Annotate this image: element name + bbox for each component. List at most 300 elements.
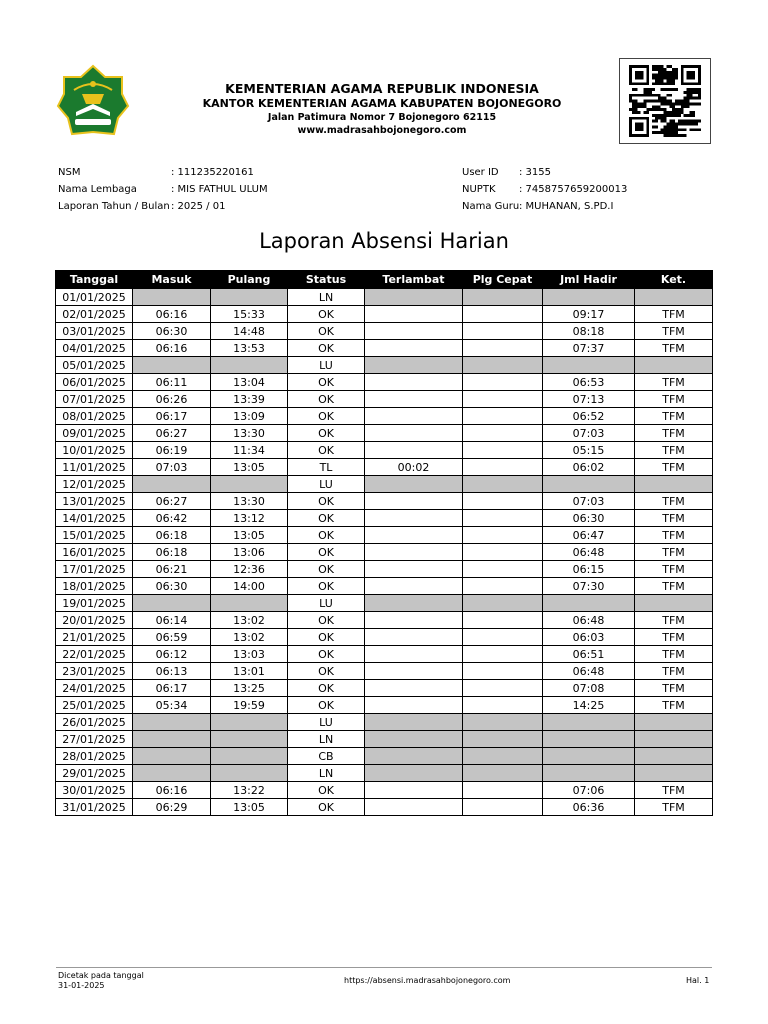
table-cell: 03/01/2025 bbox=[56, 323, 133, 340]
table-cell bbox=[543, 289, 635, 306]
table-cell bbox=[463, 612, 543, 629]
table-cell: OK bbox=[288, 323, 365, 340]
table-cell: OK bbox=[288, 578, 365, 595]
table-cell: 13:22 bbox=[211, 782, 288, 799]
table-cell: 02/01/2025 bbox=[56, 306, 133, 323]
table-cell: 16/01/2025 bbox=[56, 544, 133, 561]
table-row bbox=[56, 799, 713, 816]
table-cell: 06:30 bbox=[133, 323, 211, 340]
table-cell: TFM bbox=[635, 782, 713, 799]
table-cell: 12/01/2025 bbox=[56, 476, 133, 493]
table-cell: TFM bbox=[635, 561, 713, 578]
table-row bbox=[56, 510, 713, 527]
table-cell bbox=[635, 765, 713, 782]
info-label: NSM bbox=[58, 167, 81, 178]
table-cell: 06:18 bbox=[133, 544, 211, 561]
table-cell: 07:03 bbox=[133, 459, 211, 476]
table-row bbox=[56, 289, 713, 306]
table-cell bbox=[463, 357, 543, 374]
table-cell bbox=[365, 697, 463, 714]
table-cell bbox=[211, 595, 288, 612]
table-cell bbox=[463, 340, 543, 357]
table-row bbox=[56, 442, 713, 459]
info-value: : 7458757659200013 bbox=[519, 184, 628, 195]
table-cell bbox=[211, 476, 288, 493]
table-cell bbox=[365, 442, 463, 459]
column-header: Ket. bbox=[635, 271, 713, 289]
table-cell bbox=[133, 476, 211, 493]
report-title: Laporan Absensi Harian bbox=[259, 229, 509, 253]
table-cell bbox=[635, 476, 713, 493]
table-cell: LU bbox=[288, 595, 365, 612]
table-cell: 22/01/2025 bbox=[56, 646, 133, 663]
table-cell: TFM bbox=[635, 646, 713, 663]
table-cell: TFM bbox=[635, 799, 713, 816]
table-cell bbox=[463, 323, 543, 340]
table-cell: OK bbox=[288, 544, 365, 561]
table-row bbox=[56, 357, 713, 374]
ministry-name: KEMENTERIAN AGAMA REPUBLIK INDONESIA bbox=[225, 81, 539, 96]
table-cell bbox=[365, 323, 463, 340]
table-cell: 07:03 bbox=[543, 493, 635, 510]
table-cell: 10/01/2025 bbox=[56, 442, 133, 459]
table-cell bbox=[211, 748, 288, 765]
table-cell: OK bbox=[288, 442, 365, 459]
table-cell bbox=[463, 595, 543, 612]
table-cell: 13:01 bbox=[211, 663, 288, 680]
table-cell bbox=[463, 629, 543, 646]
info-label: Nama Lembaga bbox=[58, 184, 137, 195]
table-cell bbox=[365, 357, 463, 374]
table-cell bbox=[463, 578, 543, 595]
table-cell bbox=[365, 374, 463, 391]
table-cell: TFM bbox=[635, 323, 713, 340]
table-cell: 06:48 bbox=[543, 544, 635, 561]
table-cell bbox=[543, 595, 635, 612]
table-cell bbox=[211, 357, 288, 374]
office-website: www.madrasahbojonegoro.com bbox=[297, 125, 467, 136]
table-cell bbox=[365, 595, 463, 612]
table-cell: 01/01/2025 bbox=[56, 289, 133, 306]
info-value: : 111235220161 bbox=[171, 167, 254, 178]
kemenag-logo-icon bbox=[56, 64, 130, 138]
table-cell bbox=[463, 289, 543, 306]
teacher-info bbox=[462, 164, 627, 215]
table-cell bbox=[365, 561, 463, 578]
table-cell: 13:39 bbox=[211, 391, 288, 408]
print-info bbox=[58, 971, 144, 991]
table-cell bbox=[365, 731, 463, 748]
table-cell bbox=[463, 765, 543, 782]
table-cell: 11/01/2025 bbox=[56, 459, 133, 476]
table-cell: 06:16 bbox=[133, 782, 211, 799]
table-row bbox=[56, 527, 713, 544]
table-cell: 07:03 bbox=[543, 425, 635, 442]
table-cell bbox=[543, 748, 635, 765]
table-cell: LN bbox=[288, 731, 365, 748]
info-row bbox=[462, 198, 627, 215]
table-cell bbox=[365, 306, 463, 323]
table-row bbox=[56, 459, 713, 476]
table-cell: 06/01/2025 bbox=[56, 374, 133, 391]
table-cell: 13:06 bbox=[211, 544, 288, 561]
table-cell: LU bbox=[288, 476, 365, 493]
table-cell: 06:21 bbox=[133, 561, 211, 578]
table-cell: OK bbox=[288, 697, 365, 714]
table-cell bbox=[211, 289, 288, 306]
table-cell: 07:13 bbox=[543, 391, 635, 408]
table-cell: 28/01/2025 bbox=[56, 748, 133, 765]
table-cell: 18/01/2025 bbox=[56, 578, 133, 595]
qr-code-icon bbox=[619, 58, 711, 144]
table-cell: LN bbox=[288, 765, 365, 782]
table-cell bbox=[635, 289, 713, 306]
table-cell bbox=[463, 680, 543, 697]
table-row bbox=[56, 340, 713, 357]
table-row bbox=[56, 612, 713, 629]
table-cell: 13:03 bbox=[211, 646, 288, 663]
table-cell bbox=[211, 731, 288, 748]
attendance-table bbox=[55, 270, 713, 816]
table-cell: 11:34 bbox=[211, 442, 288, 459]
table-cell: TFM bbox=[635, 578, 713, 595]
table-cell bbox=[365, 578, 463, 595]
table-cell: 13:05 bbox=[211, 799, 288, 816]
table-cell bbox=[365, 748, 463, 765]
table-row bbox=[56, 663, 713, 680]
table-cell: 06:15 bbox=[543, 561, 635, 578]
table-cell bbox=[543, 476, 635, 493]
table-cell: LU bbox=[288, 714, 365, 731]
table-cell bbox=[133, 714, 211, 731]
table-cell bbox=[365, 340, 463, 357]
table-cell: 06:12 bbox=[133, 646, 211, 663]
table-cell: TFM bbox=[635, 459, 713, 476]
table-cell: 00:02 bbox=[365, 459, 463, 476]
table-cell bbox=[463, 663, 543, 680]
table-cell bbox=[463, 782, 543, 799]
table-cell bbox=[463, 697, 543, 714]
office-name: KANTOR KEMENTERIAN AGAMA KABUPATEN BOJONEGORO bbox=[202, 97, 562, 110]
table-cell bbox=[211, 714, 288, 731]
table-cell: 06:27 bbox=[133, 425, 211, 442]
table-cell: 06:48 bbox=[543, 612, 635, 629]
table-cell bbox=[635, 748, 713, 765]
table-cell: TFM bbox=[635, 680, 713, 697]
letterhead bbox=[150, 81, 614, 137]
table-cell bbox=[365, 527, 463, 544]
table-cell: OK bbox=[288, 391, 365, 408]
info-value: : MUHANAN, S.PD.I bbox=[519, 201, 614, 212]
table-cell: 08:18 bbox=[543, 323, 635, 340]
table-cell: 14:48 bbox=[211, 323, 288, 340]
table-cell: TFM bbox=[635, 425, 713, 442]
table-cell bbox=[133, 595, 211, 612]
table-cell bbox=[365, 391, 463, 408]
table-cell: OK bbox=[288, 306, 365, 323]
table-cell bbox=[463, 408, 543, 425]
table-cell: 19:59 bbox=[211, 697, 288, 714]
table-cell bbox=[133, 357, 211, 374]
table-cell: OK bbox=[288, 782, 365, 799]
table-cell: 06:18 bbox=[133, 527, 211, 544]
table-cell: 25/01/2025 bbox=[56, 697, 133, 714]
table-cell: 06:53 bbox=[543, 374, 635, 391]
table-header-row bbox=[56, 271, 713, 289]
table-row bbox=[56, 561, 713, 578]
table-cell bbox=[543, 731, 635, 748]
column-header: Jml Hadir bbox=[543, 271, 635, 289]
table-cell bbox=[463, 646, 543, 663]
table-cell: 06:13 bbox=[133, 663, 211, 680]
table-cell: 26/01/2025 bbox=[56, 714, 133, 731]
table-cell: 13:09 bbox=[211, 408, 288, 425]
info-value: : MIS FATHUL ULUM bbox=[171, 184, 268, 195]
table-cell: 06:26 bbox=[133, 391, 211, 408]
table-cell bbox=[463, 442, 543, 459]
table-cell bbox=[463, 459, 543, 476]
table-cell bbox=[365, 714, 463, 731]
table-row bbox=[56, 697, 713, 714]
table-cell bbox=[463, 714, 543, 731]
table-cell: TFM bbox=[635, 442, 713, 459]
table-cell: OK bbox=[288, 612, 365, 629]
table-row bbox=[56, 765, 713, 782]
table-cell: 13:04 bbox=[211, 374, 288, 391]
table-cell: 24/01/2025 bbox=[56, 680, 133, 697]
table-cell: 06:02 bbox=[543, 459, 635, 476]
table-cell: 09:17 bbox=[543, 306, 635, 323]
table-cell: 06:52 bbox=[543, 408, 635, 425]
table-cell: TFM bbox=[635, 510, 713, 527]
table-cell bbox=[365, 510, 463, 527]
table-cell bbox=[463, 425, 543, 442]
table-row bbox=[56, 306, 713, 323]
table-cell: 06:48 bbox=[543, 663, 635, 680]
table-cell: 13:05 bbox=[211, 527, 288, 544]
table-cell: 07:30 bbox=[543, 578, 635, 595]
table-cell: 06:11 bbox=[133, 374, 211, 391]
table-cell: OK bbox=[288, 374, 365, 391]
table-cell: 19/01/2025 bbox=[56, 595, 133, 612]
table-cell: TFM bbox=[635, 697, 713, 714]
table-cell: 13:05 bbox=[211, 459, 288, 476]
info-row bbox=[462, 164, 627, 181]
table-cell: OK bbox=[288, 340, 365, 357]
table-cell: CB bbox=[288, 748, 365, 765]
table-cell bbox=[365, 799, 463, 816]
table-cell: TFM bbox=[635, 408, 713, 425]
table-row bbox=[56, 391, 713, 408]
table-cell bbox=[463, 561, 543, 578]
table-cell bbox=[463, 748, 543, 765]
table-cell: OK bbox=[288, 629, 365, 646]
table-cell bbox=[365, 646, 463, 663]
table-cell: OK bbox=[288, 680, 365, 697]
table-row bbox=[56, 578, 713, 595]
column-header: Masuk bbox=[133, 271, 211, 289]
column-header: Pulang bbox=[211, 271, 288, 289]
table-cell bbox=[365, 493, 463, 510]
table-cell: 06:30 bbox=[543, 510, 635, 527]
table-cell bbox=[463, 544, 543, 561]
table-cell bbox=[365, 782, 463, 799]
table-cell bbox=[133, 289, 211, 306]
table-cell bbox=[365, 629, 463, 646]
table-cell: 06:27 bbox=[133, 493, 211, 510]
table-row bbox=[56, 595, 713, 612]
table-cell: LN bbox=[288, 289, 365, 306]
page-number: Hal. 1 bbox=[686, 976, 710, 985]
table-cell: TFM bbox=[635, 306, 713, 323]
table-cell: 06:42 bbox=[133, 510, 211, 527]
table-cell: 12:36 bbox=[211, 561, 288, 578]
table-cell: 29/01/2025 bbox=[56, 765, 133, 782]
table-cell: 13:30 bbox=[211, 493, 288, 510]
table-cell bbox=[365, 425, 463, 442]
table-cell bbox=[365, 408, 463, 425]
table-row bbox=[56, 323, 713, 340]
info-value: : 3155 bbox=[519, 167, 551, 178]
office-address: Jalan Patimura Nomor 7 Bojonegoro 62115 bbox=[267, 112, 497, 123]
table-cell: 13:30 bbox=[211, 425, 288, 442]
table-cell: 20/01/2025 bbox=[56, 612, 133, 629]
table-cell bbox=[365, 765, 463, 782]
table-row bbox=[56, 680, 713, 697]
table-cell: 15/01/2025 bbox=[56, 527, 133, 544]
table-row bbox=[56, 629, 713, 646]
table-cell: 05:15 bbox=[543, 442, 635, 459]
column-header: Tanggal bbox=[56, 271, 133, 289]
table-cell bbox=[543, 765, 635, 782]
table-cell bbox=[365, 663, 463, 680]
table-row bbox=[56, 374, 713, 391]
table-cell bbox=[365, 680, 463, 697]
table-cell: 06:03 bbox=[543, 629, 635, 646]
info-row bbox=[58, 164, 268, 181]
info-label: Nama Guru bbox=[462, 201, 520, 212]
table-cell: 13:53 bbox=[211, 340, 288, 357]
table-cell bbox=[365, 289, 463, 306]
table-cell: 13:12 bbox=[211, 510, 288, 527]
table-cell: OK bbox=[288, 493, 365, 510]
table-cell bbox=[635, 357, 713, 374]
table-cell: 13:25 bbox=[211, 680, 288, 697]
table-cell: 06:29 bbox=[133, 799, 211, 816]
table-cell: 04/01/2025 bbox=[56, 340, 133, 357]
footer-divider bbox=[56, 967, 712, 968]
info-row bbox=[58, 181, 268, 198]
table-cell: 27/01/2025 bbox=[56, 731, 133, 748]
table-cell: 13:02 bbox=[211, 629, 288, 646]
table-row bbox=[56, 476, 713, 493]
table-cell bbox=[365, 544, 463, 561]
table-cell: TFM bbox=[635, 544, 713, 561]
table-cell: 21/01/2025 bbox=[56, 629, 133, 646]
table-cell: 07:37 bbox=[543, 340, 635, 357]
table-cell: OK bbox=[288, 510, 365, 527]
column-header: Status bbox=[288, 271, 365, 289]
table-cell bbox=[543, 357, 635, 374]
institution-info bbox=[58, 164, 268, 215]
table-row bbox=[56, 714, 713, 731]
table-row bbox=[56, 731, 713, 748]
table-cell bbox=[463, 374, 543, 391]
table-cell: 06:59 bbox=[133, 629, 211, 646]
table-cell bbox=[463, 731, 543, 748]
table-cell: 31/01/2025 bbox=[56, 799, 133, 816]
table-cell: 06:16 bbox=[133, 306, 211, 323]
table-row bbox=[56, 425, 713, 442]
table-cell: 15:33 bbox=[211, 306, 288, 323]
table-cell bbox=[463, 476, 543, 493]
table-cell bbox=[635, 714, 713, 731]
table-cell: TFM bbox=[635, 629, 713, 646]
table-cell bbox=[543, 714, 635, 731]
table-cell: OK bbox=[288, 561, 365, 578]
table-cell bbox=[133, 765, 211, 782]
table-cell: 07:08 bbox=[543, 680, 635, 697]
table-cell: 06:19 bbox=[133, 442, 211, 459]
table-cell bbox=[463, 306, 543, 323]
table-row bbox=[56, 646, 713, 663]
table-cell: 30/01/2025 bbox=[56, 782, 133, 799]
table-cell: 06:17 bbox=[133, 408, 211, 425]
table-cell: TFM bbox=[635, 612, 713, 629]
table-cell: LU bbox=[288, 357, 365, 374]
table-cell: 07:06 bbox=[543, 782, 635, 799]
table-cell: OK bbox=[288, 425, 365, 442]
table-cell: TFM bbox=[635, 493, 713, 510]
table-cell: 09/01/2025 bbox=[56, 425, 133, 442]
table-cell: 08/01/2025 bbox=[56, 408, 133, 425]
table-cell: 06:17 bbox=[133, 680, 211, 697]
info-row bbox=[462, 181, 627, 198]
table-cell: OK bbox=[288, 646, 365, 663]
column-header: Plg Cepat bbox=[463, 271, 543, 289]
table-cell bbox=[463, 391, 543, 408]
table-cell bbox=[365, 612, 463, 629]
table-cell: 06:14 bbox=[133, 612, 211, 629]
table-cell: 06:36 bbox=[543, 799, 635, 816]
table-cell: 07/01/2025 bbox=[56, 391, 133, 408]
printed-label: Dicetak pada tanggal bbox=[58, 971, 144, 980]
table-cell: 06:47 bbox=[543, 527, 635, 544]
table-cell: 14:25 bbox=[543, 697, 635, 714]
printed-date: 31-01-2025 bbox=[58, 981, 105, 990]
table-cell: 13:02 bbox=[211, 612, 288, 629]
table-cell: 13/01/2025 bbox=[56, 493, 133, 510]
table-cell: OK bbox=[288, 408, 365, 425]
table-cell: 06:16 bbox=[133, 340, 211, 357]
table-cell bbox=[635, 731, 713, 748]
table-cell: TFM bbox=[635, 527, 713, 544]
info-label: Laporan Tahun / Bulan bbox=[58, 201, 170, 212]
table-cell bbox=[463, 493, 543, 510]
column-header: Terlambat bbox=[365, 271, 463, 289]
table-cell: 14/01/2025 bbox=[56, 510, 133, 527]
info-label: User ID bbox=[462, 167, 499, 178]
table-cell: TFM bbox=[635, 374, 713, 391]
table-cell bbox=[133, 748, 211, 765]
table-row bbox=[56, 493, 713, 510]
table-cell: OK bbox=[288, 663, 365, 680]
table-cell: TL bbox=[288, 459, 365, 476]
footer-url: https://absensi.madrasahbojonegoro.com bbox=[344, 976, 511, 985]
info-label: NUPTK bbox=[462, 184, 496, 195]
table-cell: OK bbox=[288, 799, 365, 816]
table-cell: TFM bbox=[635, 340, 713, 357]
